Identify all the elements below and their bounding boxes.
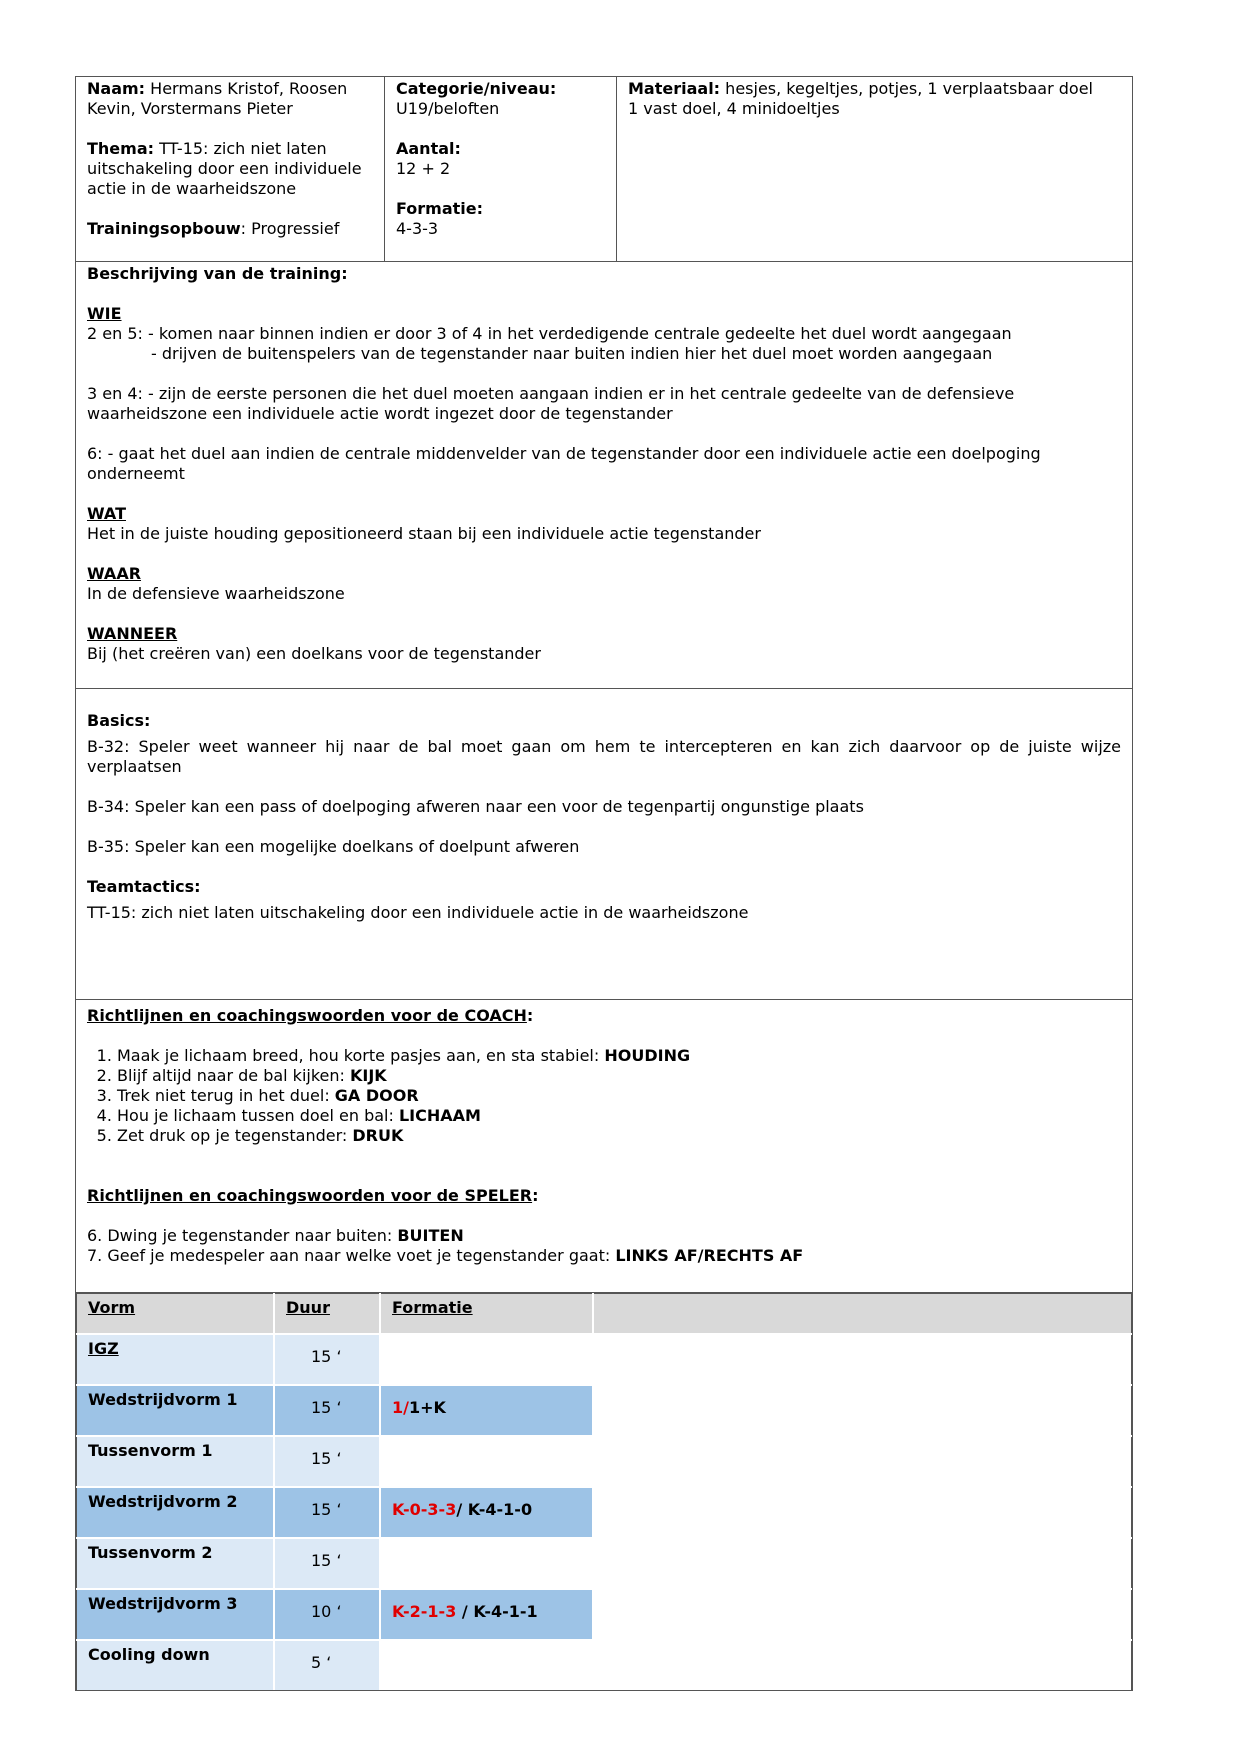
empty-cell (593, 1640, 1132, 1690)
table-row (77, 1538, 1132, 1589)
formatie-cell (380, 1640, 593, 1690)
vorm-cell: Wedstrijdvorm 3 (77, 1589, 275, 1640)
schedule-row (76, 1293, 1133, 1691)
wie-heading: WIE (87, 304, 122, 323)
coach-item-3 (117, 1086, 1121, 1106)
formatie-value: 4-3-3 (396, 219, 439, 238)
teamtactics-title: Teamtactics: (87, 877, 201, 896)
thema-value: TT-15: zich niet laten uitschakeling door een individuele actie in de waarheidszone (87, 139, 362, 198)
duur-cell: 5 ‘ (274, 1640, 380, 1690)
vorm-cell: Tussenvorm 2 (77, 1538, 275, 1589)
thema-line (87, 139, 373, 199)
col-duur: Duur (274, 1294, 380, 1335)
thema-label: Thema: (87, 139, 155, 158)
table-row (77, 1436, 1132, 1487)
coach-item-word: HOUDING (604, 1046, 691, 1065)
formatie-label: Formatie: (396, 199, 484, 218)
aantal-label: Aantal: (396, 139, 461, 158)
coach-item-word: KIJK (350, 1066, 387, 1085)
basics-b35: B-35: Speler kan een mogelijke doelkans of doelpunt afweren (87, 837, 580, 856)
wie-line-3: 3 en 4: - zijn de eerste personen die het duel moeten aangaan indien er in het centrale gedeelte van de defensieve waarheidszone een individuele actie wordt ingezet door de tegenstander (87, 384, 1015, 423)
empty-cell (593, 1436, 1132, 1487)
speler-title-colon: : (532, 1186, 539, 1205)
wanneer-text: Bij (het creëren van) een doelkans voor de tegenstander (87, 644, 541, 663)
speler-item-text: 7. Geef je medespeler aan naar welke voet je tegenstander gaat: (87, 1246, 616, 1265)
basics-row (76, 689, 1133, 1000)
col-vorm: Vorm (77, 1294, 275, 1335)
duur-cell: 15 ‘ (274, 1436, 380, 1487)
materiaal-line-2: 1 vast doel, 4 minidoeltjes (628, 99, 840, 118)
formatie-black: / K-4-1-0 (456, 1500, 533, 1519)
speler-item-6 (87, 1226, 1121, 1246)
beschrijving-cell (76, 262, 1133, 689)
coach-title-colon: : (526, 1006, 534, 1025)
vorm-cell: Cooling down (77, 1640, 275, 1690)
wie-line-1: 2 en 5: - komen naar binnen indien er door 3 of 4 in het verdedigende centrale gedeelte het duel wordt aangegaan (87, 324, 1012, 343)
col-empty (593, 1294, 1132, 1335)
speler-title-line (87, 1186, 1121, 1206)
teamtactics-tt15: TT-15: zich niet laten uitschakeling door een individuele actie in de waarheidszone (87, 903, 749, 922)
categorie-label: Categorie/niveau: (396, 79, 557, 98)
richtlijnen-cell (76, 1000, 1133, 1293)
coach-item-text: Hou je lichaam tussen doel en bal: (117, 1106, 399, 1125)
naam-value: Hermans Kristof, Roosen Kevin, Vorstermans Pieter (87, 79, 348, 118)
duur-cell: 15 ‘ (274, 1487, 380, 1538)
wie-line-4: 6: - gaat het duel aan indien de centrale middenvelder van de tegenstander door een individuele actie een doelpoging onderneemt (87, 444, 1041, 483)
opbouw-label: Trainingsopbouw (87, 219, 241, 238)
formatie-cell (380, 1436, 593, 1487)
schedule-table (76, 1293, 1132, 1690)
speler-item-word: LINKS AF/RECHTS AF (615, 1246, 804, 1265)
coach-item-2 (117, 1066, 1121, 1086)
training-form (75, 76, 1133, 1691)
formatie-red: K-0-3-3 (392, 1500, 457, 1519)
vorm-cell: Wedstrijdvorm 1 (77, 1385, 275, 1436)
materiaal-label: Materiaal: (628, 79, 721, 98)
wanneer-heading: WANNEER (87, 624, 178, 643)
opbouw-line (87, 219, 373, 239)
empty-cell (593, 1589, 1132, 1640)
coach-item-1 (117, 1046, 1121, 1066)
waar-heading: WAAR (87, 564, 142, 583)
duur-cell: 15 ‘ (274, 1334, 380, 1385)
basics-b32: B-32: Speler weet wanneer hij naar de bal moet gaan om hem te intercepteren en kan zich daarvoor op de juiste wijze verplaatsen (87, 737, 1121, 776)
training-document (75, 76, 1132, 1691)
categorie-cell (385, 77, 617, 262)
vorm-cell: Wedstrijdvorm 2 (77, 1487, 275, 1538)
formatie-cell (380, 1487, 593, 1538)
vorm-cell: IGZ (77, 1334, 275, 1385)
formatie-red: K-2-1-3 (392, 1602, 457, 1621)
coach-item-word: DRUK (352, 1126, 404, 1145)
table-row (77, 1334, 1132, 1385)
table-row (77, 1487, 1132, 1538)
coach-title-line (87, 1006, 1121, 1026)
waar-text: In de defensieve waarheidszone (87, 584, 345, 603)
speler-item-text: 6. Dwing je tegenstander naar buiten: (87, 1226, 398, 1245)
opbouw-value: : Progressief (240, 219, 340, 238)
wat-text: Het in de juiste houding gepositioneerd staan bij een individuele actie tegenstander (87, 524, 761, 543)
formatie-red: 1/ (392, 1398, 409, 1417)
beschrijving-row (76, 262, 1133, 689)
col-formatie: Formatie (380, 1294, 593, 1335)
naam-line (87, 79, 373, 119)
speler-item-7 (87, 1246, 1121, 1266)
duur-cell: 10 ‘ (274, 1589, 380, 1640)
formatie-cell (380, 1334, 593, 1385)
table-row (77, 1385, 1132, 1436)
coach-item-text: Blijf altijd naar de bal kijken: (117, 1066, 350, 1085)
empty-cell (593, 1538, 1132, 1589)
materiaal-cell (617, 77, 1133, 262)
coach-item-text: Trek niet terug in het duel: (117, 1086, 335, 1105)
coach-list (87, 1046, 1121, 1146)
empty-cell (593, 1385, 1132, 1436)
empty-cell (593, 1334, 1132, 1385)
formatie-cell (380, 1385, 593, 1436)
formatie-black: / K-4-1-1 (456, 1602, 538, 1621)
beschrijving-title: Beschrijving van de training: (87, 264, 348, 283)
wie-line-2: - drijven de buitenspelers van de tegenstander naar buiten indien hier het duel moet worden aangegaan (151, 344, 993, 363)
basics-cell (76, 689, 1133, 1000)
aantal-value: 12 + 2 (396, 159, 451, 178)
coach-item-text: Maak je lichaam breed, hou korte pasjes aan, en sta stabiel: (117, 1046, 605, 1065)
naam-cell (76, 77, 385, 262)
coach-item-word: GA DOOR (334, 1086, 419, 1105)
naam-label: Naam: (87, 79, 146, 98)
table-row (77, 1640, 1132, 1690)
coach-title: Richtlijnen en coachingswoorden voor de COACH (87, 1006, 527, 1025)
basics-title: Basics: (87, 711, 151, 730)
empty-cell (593, 1487, 1132, 1538)
table-row (77, 1589, 1132, 1640)
duur-cell: 15 ‘ (274, 1385, 380, 1436)
schedule-cell (76, 1293, 1133, 1691)
coach-item-4 (117, 1106, 1121, 1126)
speler-item-word: BUITEN (397, 1226, 464, 1245)
formatie-black: 1+K (408, 1398, 446, 1417)
schedule-header (77, 1294, 1132, 1335)
richtlijnen-row (76, 1000, 1133, 1293)
coach-item-word: LICHAAM (398, 1106, 481, 1125)
header-row (76, 77, 1133, 262)
speler-title: Richtlijnen en coachingswoorden voor de SPELER (87, 1186, 533, 1205)
basics-b34: B-34: Speler kan een pass of doelpoging afweren naar een voor de tegenpartij ongunstige plaats (87, 797, 864, 816)
wat-heading: WAT (87, 504, 126, 523)
duur-cell: 15 ‘ (274, 1538, 380, 1589)
materiaal-value: hesjes, kegeltjes, potjes, 1 verplaatsbaar doel (725, 79, 1093, 98)
categorie-value: U19/beloften (396, 99, 500, 118)
coach-item-text: Zet druk op je tegenstander: (117, 1126, 353, 1145)
vorm-cell: Tussenvorm 1 (77, 1436, 275, 1487)
formatie-cell (380, 1589, 593, 1640)
materiaal-line (628, 79, 1121, 99)
formatie-cell (380, 1538, 593, 1589)
coach-item-5 (117, 1126, 1121, 1146)
